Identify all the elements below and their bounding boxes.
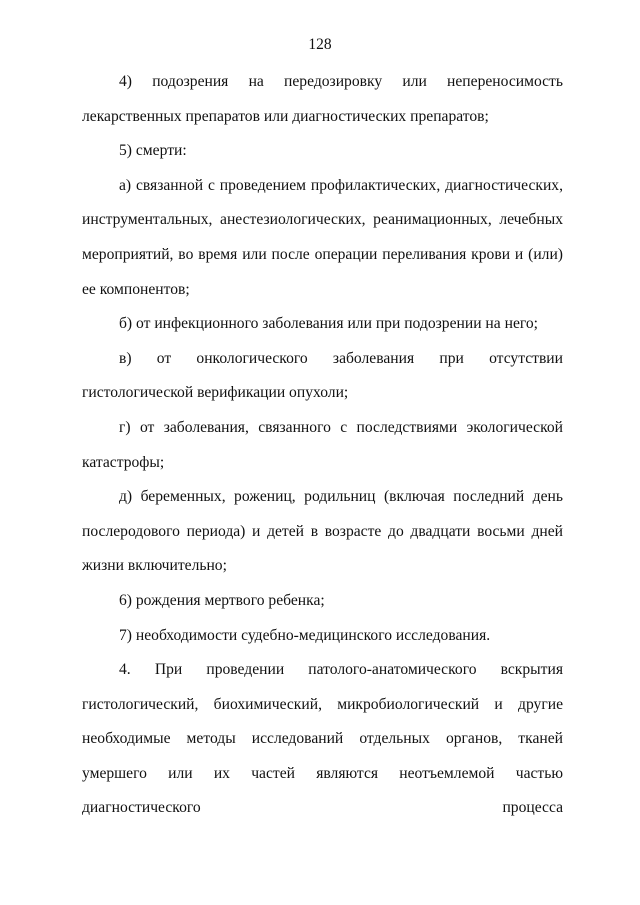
paragraph-section-4: 4. При проведении патолого-анатомического вскрытия гистологический, биохимический, микробиологический и другие необходимые методы исследований отдельных органов, тканей умершего или их частей являются неотъемлемой частью диагностического процесса	[82, 661, 563, 817]
page-number: 128	[308, 36, 332, 53]
paragraph-item-6: 6) рождения мертвого ребенка;	[119, 591, 325, 609]
paragraph-item-7: 7) необходимости судебно-медицинского исследования.	[119, 626, 491, 644]
paragraph-item-4: 4) подозрения на передозировку или непереносимость лекарственных препаратов или диагностических препаратов;	[82, 73, 563, 125]
paragraph-subitem-g: г) от заболевания, связанного с последствиями экологической катастрофы;	[82, 418, 563, 471]
body-text	[82, 65, 563, 826]
paragraph-subitem-a: а) связанной с проведением профилактических, диагностических, инструментальных, анестезиологических, реанимационных, лечебных мероприятий, во время или после операции переливания крови и (или) ее компонентов;	[82, 176, 563, 298]
paragraph-item-5: 5) смерти:	[119, 142, 187, 160]
paragraph-subitem-d: д) беременных, рожениц, родильниц (включая последний день послеродового периода) и детей в возрасте до двадцати восьми дней жизни включительно;	[82, 488, 563, 575]
paragraph-subitem-b: б) от инфекционного заболевания или при подозрении на него;	[119, 315, 539, 333]
paragraph-subitem-v: в) от онкологического заболевания при отсутствии гистологической верификации опухоли;	[82, 349, 563, 402]
